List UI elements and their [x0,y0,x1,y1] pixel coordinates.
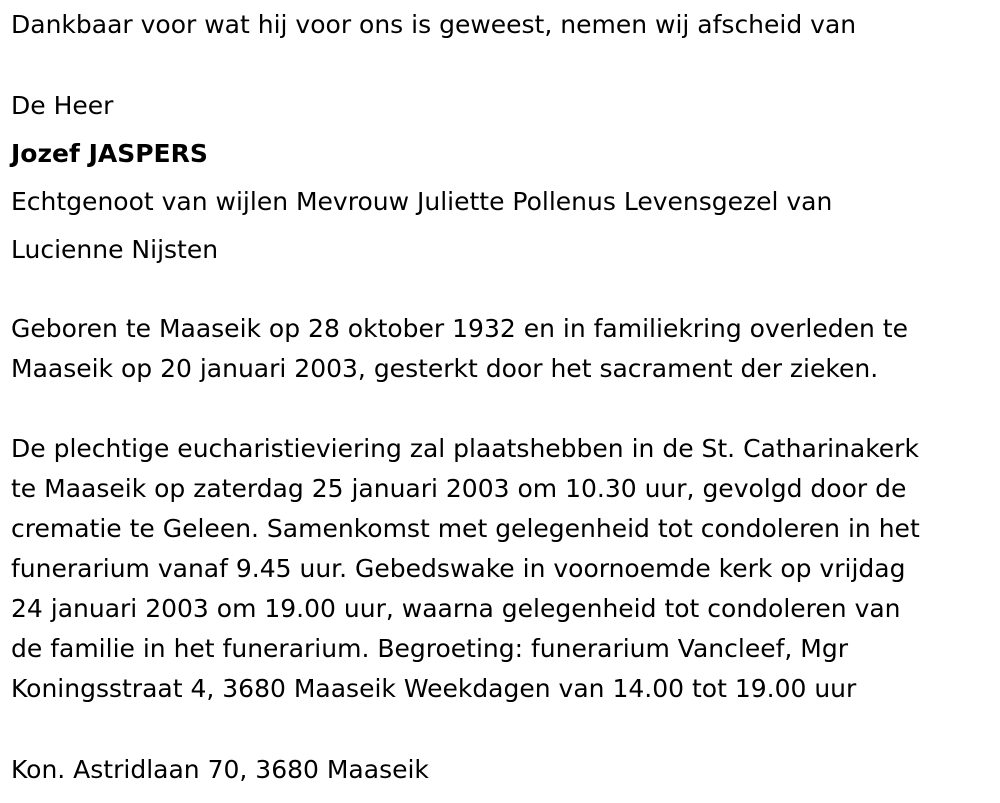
ceremony-line: De plechtige eucharistieviering zal plaatshebben in de St. Catharinakerk [11,434,919,463]
birth-death-line: Maaseik op 20 januari 2003, gesterkt door het sacrament der zieken. [11,354,879,383]
birth-death-paragraph [11,309,996,389]
ceremony-line: crematie te Geleen. Samenkomst met gelegenheid tot condoleren in het [11,514,920,543]
birth-death-line: Geboren te Maaseik op 28 oktober 1932 en in familiekring overleden te [11,314,908,343]
home-address: Kon. Astridlaan 70, 3680 Maaseik [11,755,429,784]
ceremony-line: 24 januari 2003 om 19.00 uur, waarna gelegenheid tot condoleren van [11,594,901,623]
ceremony-line: funerarium vanaf 9.45 uur. Gebedswake in voornoemde kerk op vrijdag [11,554,906,583]
ceremony-paragraph [11,429,996,709]
relation-line-2: Lucienne Nijsten [11,235,219,264]
relation-line-1: Echtgenoot van wijlen Mevrouw Juliette Pollenus Levensgezel van [11,187,833,216]
ceremony-line: de familie in het funerarium. Begroeting: funerarium Vancleef, Mgr [11,634,848,663]
intro-text: Dankbaar voor wat hij voor ons is geweest, nemen wij afscheid van [11,10,857,39]
honorific: De Heer [11,91,114,120]
deceased-name: Jozef JASPERS [11,139,208,168]
ceremony-line: te Maaseik op zaterdag 25 januari 2003 om 10.30 uur, gevolgd door de [11,474,907,503]
ceremony-line: Koningsstraat 4, 3680 Maaseik Weekdagen van 14.00 tot 19.00 uur [11,674,857,703]
